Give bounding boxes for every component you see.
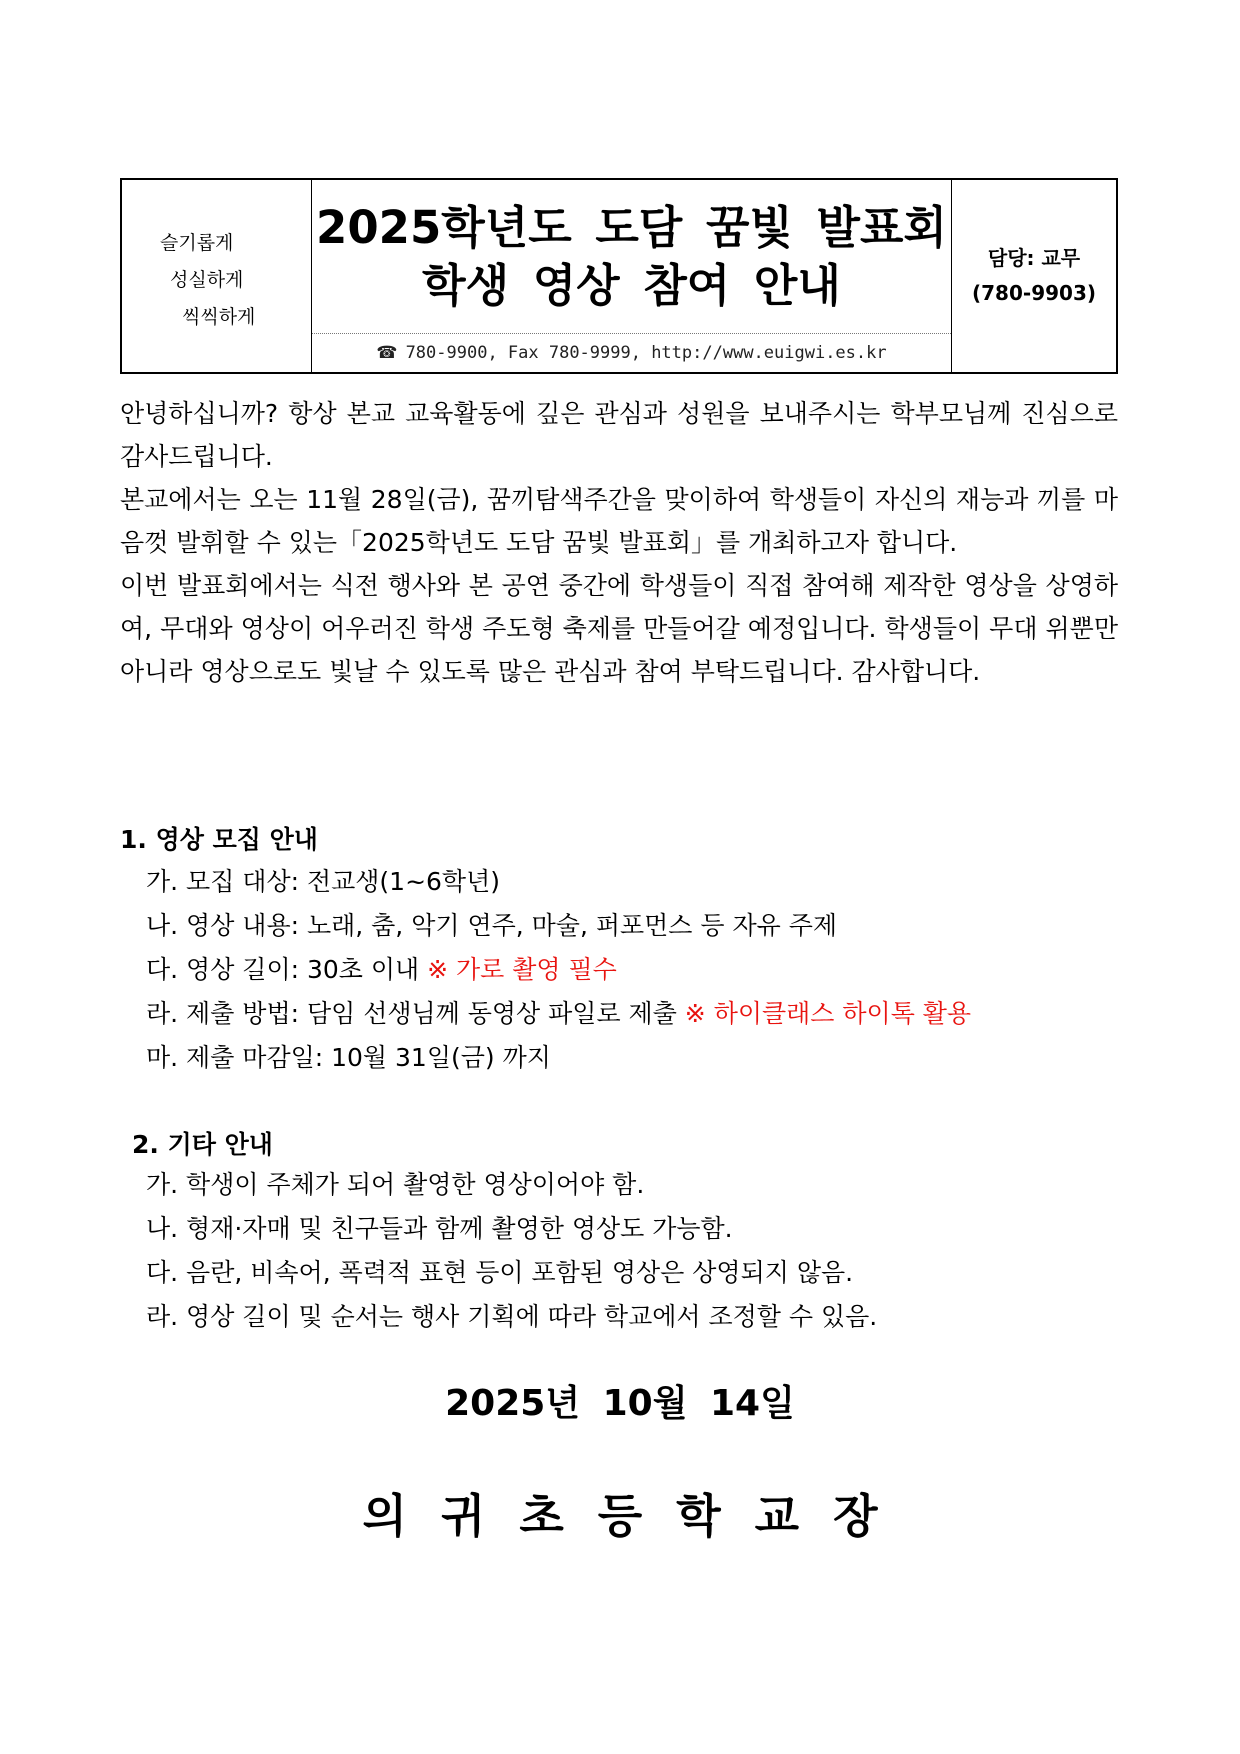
motto-line: 슬기롭게 [160, 232, 234, 254]
title-block [312, 180, 951, 372]
phone-icon: ☎ [376, 343, 398, 363]
school-principal: 의귀초등학교장 [362, 1489, 912, 1543]
list-item: 가. 학생이 주체가 되어 촬영한 영상이어야 함. [146, 1170, 645, 1199]
department-box [951, 180, 1116, 372]
item-text: 다. 영상 길이: 30초 이내 [146, 955, 428, 984]
document-date: 2025년 10월 14일 [445, 1383, 795, 1424]
item-text: 가. 모집 대상: 전교생(1~6학년) [146, 867, 500, 896]
item-text: 나. 영상 내용: 노래, 춤, 악기 연주, 마술, 퍼포먼스 등 자유 주제 [146, 911, 838, 940]
intro-text [120, 392, 1118, 693]
motto-line: 성실하게 [170, 269, 244, 291]
document-title: 2025학년도 도담 꿈빛 발표회 [316, 200, 947, 254]
department-phone: (780-9903) [972, 281, 1096, 305]
header-box [120, 178, 1118, 374]
intro-paragraph: 이번 발표회에서는 식전 행사와 본 공연 중간에 학생들이 직접 참여해 제작한 영상을 상영하여, 무대와 영상이 어우러진 학생 주도형 축제를 만들어갈 예정입니다. 학생들이 무대 위뿐만 아니라 영상으로도 빛날 수 있도록 많은 관심과 참여 부탁드립니다. 감사합니다. [120, 571, 1118, 686]
contact-info [312, 334, 951, 372]
list-item: 라. 영상 길이 및 순서는 행사 기획에 따라 학교에서 조정할 수 있음. [146, 1302, 878, 1331]
list-item: 나. 형재·자매 및 친구들과 함께 촬영한 영상도 가능함. [146, 1214, 733, 1243]
section-1-list [146, 860, 971, 1080]
title-area [312, 180, 951, 334]
document-subtitle: 학생 영상 참여 안내 [422, 258, 841, 312]
item-text: 라. 제출 방법: 담임 선생님께 동영상 파일로 제출 [146, 999, 685, 1028]
list-item [146, 904, 971, 948]
list-item: 다. 음란, 비속어, 폭력적 표현 등이 포함된 영상은 상영되지 않음. [146, 1258, 854, 1287]
contact-text: 780-9900, Fax 780-9999, http://www.euigwi.es.kr [405, 343, 887, 363]
section-1-title: 1. 영상 모집 안내 [120, 825, 318, 854]
list-item [146, 1036, 971, 1080]
list-item [146, 948, 971, 992]
section-2-list [146, 1163, 877, 1339]
motto-line: 씩씩하게 [182, 306, 256, 328]
list-item [146, 992, 971, 1036]
item-text: 마. 제출 마감일: 10월 31일(금) 까지 [146, 1043, 551, 1072]
department-label: 담당: 교무 [987, 246, 1081, 270]
intro-paragraph: 안녕하십니까? 항상 본교 교육활동에 깊은 관심과 성원을 보내주시는 학부모님께 진심으로 감사드립니다. [120, 399, 1118, 471]
section-2-title: 2. 기타 안내 [132, 1130, 273, 1159]
item-note: ※ 하이클래스 하이톡 활용 [684, 999, 972, 1028]
school-motto [122, 180, 312, 372]
item-note: ※ 가로 촬영 필수 [427, 955, 617, 984]
intro-paragraph: 본교에서는 오는 11월 28일(금), 꿈끼탐색주간을 맞이하여 학생들이 자신의 재능과 끼를 마음껏 발휘할 수 있는「2025학년도 도담 꿈빛 발표회」를 개최하고자 합니다. [120, 485, 1118, 557]
list-item [146, 860, 971, 904]
